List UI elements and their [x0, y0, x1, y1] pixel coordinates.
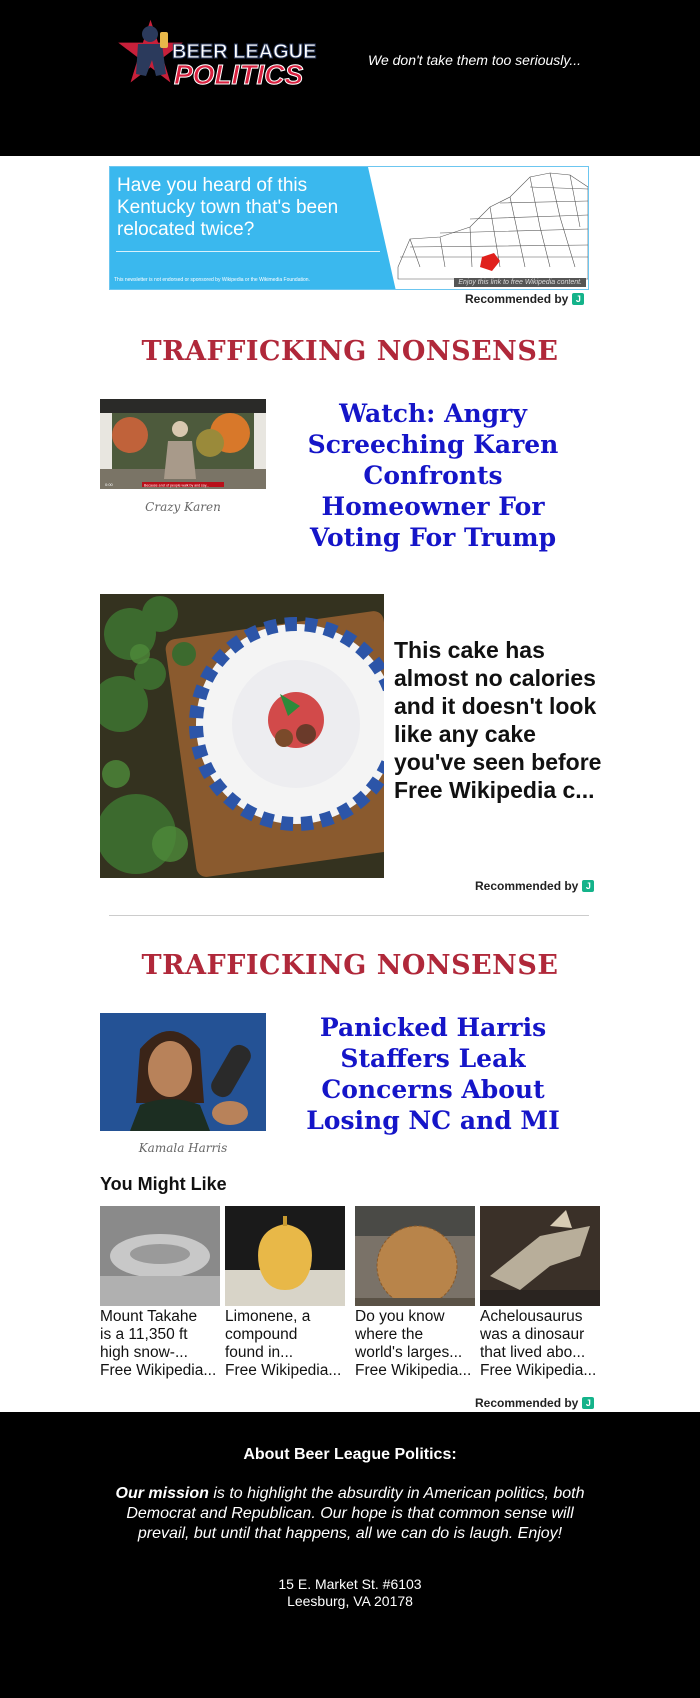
- section-divider: [109, 915, 589, 916]
- address-line-1: 15 E. Market St. #6103: [278, 1576, 422, 1592]
- ad-headline: Have you heard of this Kentucky town that's been relocated twice?: [117, 175, 339, 240]
- card-image-mount-takahe: [100, 1206, 220, 1306]
- card-image-achelousaurus: [480, 1206, 600, 1306]
- mission-text: is to highlight the absurdity in American politics, both Democrat and Republican. Our hope is that common sense will prevail, but until that happens, all we can do is laugh. Enjoy!: [126, 1485, 585, 1542]
- ad-map-note: Enjoy this link to free Wikipedia content.: [454, 278, 586, 287]
- article-thumbnail-harris[interactable]: [100, 1013, 266, 1131]
- karen-image: [100, 399, 266, 489]
- recommended-label: Recommended by: [475, 879, 579, 893]
- section-heading: TRAFFICKING NONSENSE: [141, 950, 559, 981]
- video-overlay-text: Because a lot of people walk by and say...: [144, 483, 210, 488]
- site-header: [0, 0, 700, 156]
- article-thumbnail-karen[interactable]: [100, 399, 266, 489]
- logo-text-bottom: POLITICS: [174, 59, 304, 90]
- recommended-label: Recommended by: [475, 1396, 579, 1410]
- recommendation-card[interactable]: [355, 1206, 475, 1380]
- newsletter-body: [0, 156, 700, 1412]
- recommended-by-1[interactable]: [465, 292, 584, 306]
- site-footer: [0, 1412, 700, 1698]
- ad-divider: [116, 251, 380, 252]
- cake-plate-image: [100, 594, 384, 878]
- tagline: We don't take them too seriously...: [368, 52, 582, 68]
- section-heading: TRAFFICKING NONSENSE: [141, 336, 559, 367]
- recommendation-card[interactable]: [100, 1206, 220, 1380]
- card-title: Limonene, a compound found in... Free Wikipedia...: [225, 1308, 342, 1379]
- address-line-2: Leesburg, VA 20178: [287, 1593, 413, 1609]
- about-heading: About Beer League Politics:: [243, 1446, 457, 1463]
- mission-bold: Our mission: [115, 1485, 209, 1502]
- logo-text-top: BEER LEAGUE: [172, 41, 317, 63]
- mission-statement: [100, 1484, 600, 1544]
- card-title: Do you know where the world's larges... Free Wikipedia...: [355, 1308, 472, 1379]
- image-caption: Crazy Karen: [145, 500, 221, 514]
- image-caption: Kamala Harris: [138, 1141, 228, 1155]
- recommended-by-2[interactable]: [475, 879, 594, 893]
- card-image-limonene: [225, 1206, 345, 1306]
- article-headline-karen[interactable]: Watch: Angry Screeching Karen Confronts Homeowner For Voting For Trump: [307, 399, 559, 552]
- recommendation-card[interactable]: [225, 1206, 345, 1380]
- card-title: Achelousaurus was a dinosaur that lived abo... Free Wikipedia...: [480, 1308, 597, 1379]
- justpremium-icon: J: [582, 880, 594, 892]
- site-logo[interactable]: [112, 14, 332, 96]
- recommended-label: Recommended by: [465, 292, 569, 306]
- justpremium-icon: J: [572, 293, 584, 305]
- mailing-address: [0, 1576, 700, 1610]
- card-title: Mount Takahe is a 11,350 ft high snow-... Free Wikipedia...: [100, 1308, 217, 1379]
- justpremium-icon: J: [582, 1397, 594, 1409]
- recommendation-card[interactable]: [480, 1206, 600, 1380]
- ad-disclaimer: This newsletter is not endorsed or sponsored by Wikipedia or the Wikimedia Foundation.: [114, 277, 310, 283]
- card-image-twine-ball: [355, 1206, 475, 1306]
- cake-ad-text[interactable]: This cake has almost no calories and it doesn't look like any cake you've seen before Free Wikipedia c...: [394, 637, 602, 803]
- article-headline-harris[interactable]: Panicked Harris Staffers Leak Concerns About Losing NC and MI: [306, 1013, 560, 1135]
- you-might-like-heading: You Might Like: [100, 1174, 227, 1194]
- harris-image: [100, 1013, 266, 1131]
- logo-graphic: [112, 14, 332, 96]
- kentucky-ad-banner[interactable]: [109, 166, 589, 290]
- cake-ad-image[interactable]: [100, 594, 384, 878]
- svg-text:0:00: 0:00: [105, 482, 113, 487]
- recommended-by-3[interactable]: [475, 1396, 594, 1410]
